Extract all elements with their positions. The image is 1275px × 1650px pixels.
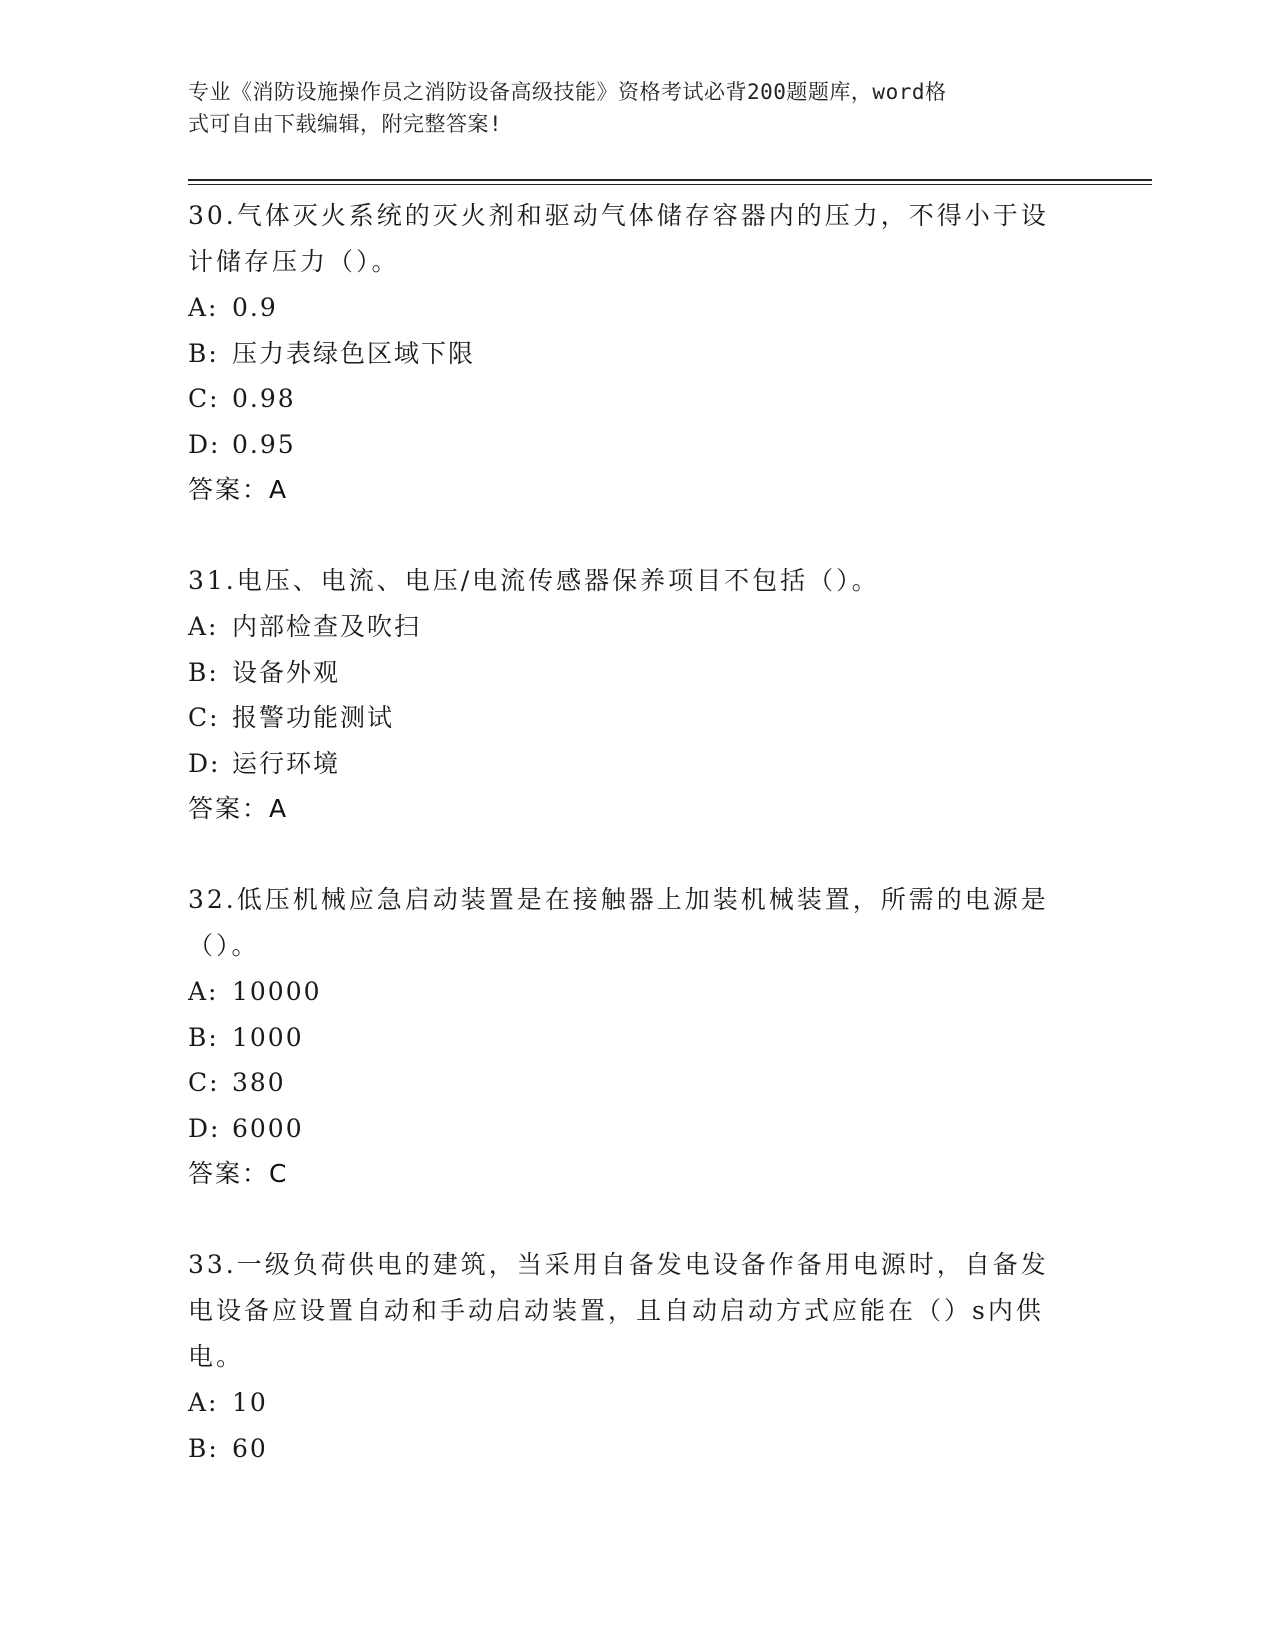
option-text: 设备外观 xyxy=(232,657,341,687)
question-text-line: 电。 xyxy=(188,1342,245,1371)
answer-line: 答案：A xyxy=(188,475,289,504)
option-text: 0.95 xyxy=(232,429,296,459)
option-text: 10000 xyxy=(232,977,322,1006)
option-text: 运行环境 xyxy=(232,748,341,778)
option-text: 压力表绿色区域下限 xyxy=(232,338,476,368)
question-list xyxy=(188,193,1088,1471)
question-text-line: 计储存压力（）。 xyxy=(188,247,400,276)
header-divider-thick xyxy=(188,179,1152,181)
option-b xyxy=(188,650,1088,696)
option-letter: B: xyxy=(188,1022,219,1052)
option-a xyxy=(188,285,1088,331)
option-a xyxy=(188,604,1088,650)
option-letter: A: xyxy=(188,293,219,322)
option-b xyxy=(188,331,1088,377)
option-d xyxy=(188,1106,1088,1152)
question-text-line: 33.一级负荷供电的建筑，当采用自备发电设备作备用电源时，自备发 xyxy=(188,1250,1049,1279)
question-text-line: 32.低压机械应急启动装置是在接触器上加装机械装置，所需的电源是 xyxy=(188,885,1049,914)
question-text-line: 30.气体灭火系统的灭火剂和驱动气体储存容器内的压力，不得小于设 xyxy=(188,201,1049,230)
option-text: 1000 xyxy=(232,1022,304,1052)
question-spacer xyxy=(188,512,1088,558)
option-a xyxy=(188,1380,1088,1426)
option-text: 内部检查及吹扫 xyxy=(232,612,422,641)
option-letter: C: xyxy=(188,384,220,413)
option-letter: D: xyxy=(188,1113,221,1143)
option-a xyxy=(188,969,1088,1015)
answer-line: 答案：C xyxy=(188,1159,289,1188)
question-text-line: 电设备应设置自动和手动启动装置，且自动启动方式应能在（）s内供 xyxy=(188,1296,1044,1325)
option-c xyxy=(188,376,1088,422)
header-line-2: 式可自由下载编辑，附完整答案! xyxy=(188,112,503,136)
option-letter: A: xyxy=(188,977,219,1006)
question-text-line: 31.电压、电流、电压/电流传感器保养项目不包括（）。 xyxy=(188,566,880,595)
question-31 xyxy=(188,558,1088,831)
option-letter: C: xyxy=(188,1068,220,1097)
option-letter: A: xyxy=(188,1388,219,1417)
option-letter: B: xyxy=(188,338,219,368)
option-c xyxy=(188,695,1088,741)
question-30 xyxy=(188,193,1088,512)
option-d xyxy=(188,741,1088,787)
option-letter: B: xyxy=(188,1433,219,1463)
option-text: 6000 xyxy=(232,1113,304,1143)
header-line-1: 专业《消防设施操作员之消防设备高级技能》资格考试必背200题题库，word格 xyxy=(188,80,947,104)
option-letter: D: xyxy=(188,748,221,778)
option-b xyxy=(188,1426,1088,1472)
option-letter: B: xyxy=(188,657,219,687)
option-letter: C: xyxy=(188,703,220,732)
question-32 xyxy=(188,877,1088,1196)
question-33 xyxy=(188,1242,1088,1471)
option-b xyxy=(188,1015,1088,1061)
question-text-line: （）。 xyxy=(188,931,260,960)
question-spacer xyxy=(188,831,1088,877)
answer-line: 答案：A xyxy=(188,794,289,823)
option-d xyxy=(188,422,1088,468)
option-text: 10 xyxy=(232,1388,268,1417)
option-text: 0.98 xyxy=(232,384,296,413)
option-text: 报警功能测试 xyxy=(232,703,395,732)
option-letter: A: xyxy=(188,612,219,641)
option-text: 0.9 xyxy=(232,293,278,322)
document-header xyxy=(188,76,1068,140)
option-letter: D: xyxy=(188,429,221,459)
option-text: 380 xyxy=(232,1068,286,1097)
header-divider-thin xyxy=(188,184,1152,185)
question-spacer xyxy=(188,1196,1088,1242)
option-c xyxy=(188,1060,1088,1106)
option-text: 60 xyxy=(232,1433,268,1463)
